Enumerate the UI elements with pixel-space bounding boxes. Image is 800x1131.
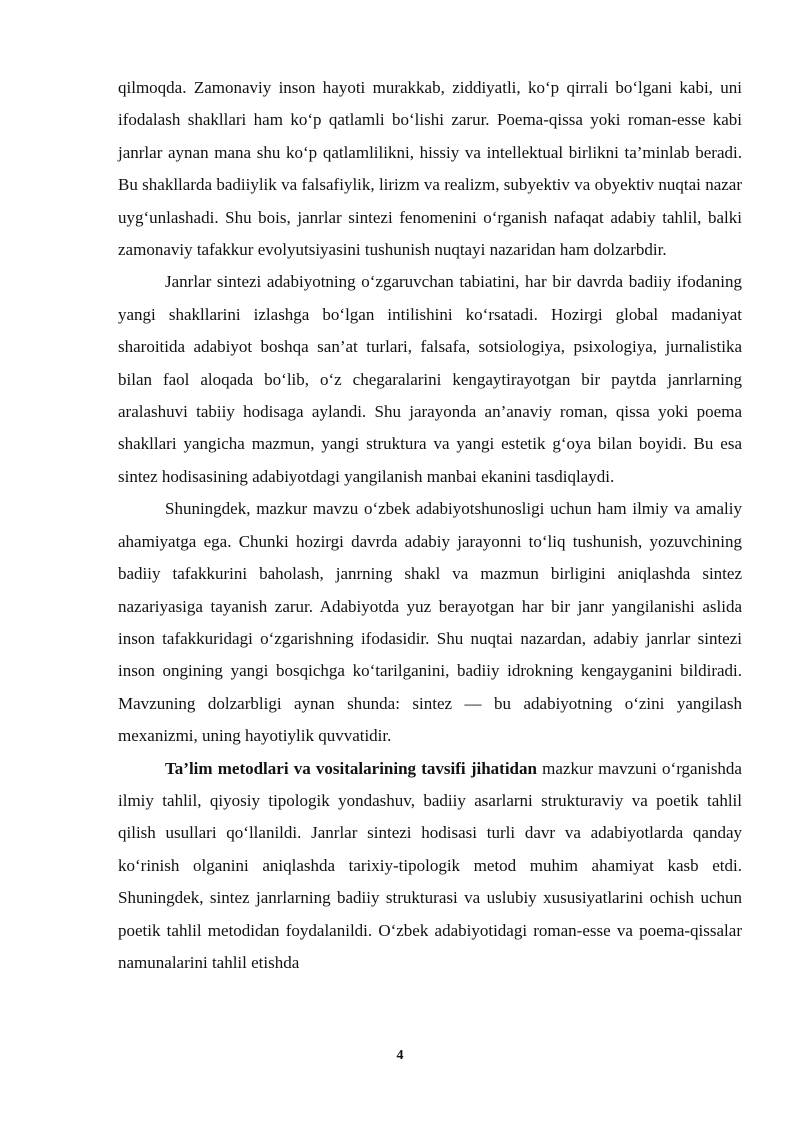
paragraph-genre-synthesis: Janrlar sintezi adabiyotning o‘zgaruvchan tabiatini, har bir davrda badiiy ifodaning yangi shakllarini izlashga bo‘lgan intilishini ko‘rsatadi. Hozirgi global madaniyat sharoitida adabiyot boshqa san’at turlari, falsafa, sotsiologiya, psixologiya, jurnalistika bilan faol aloqada bo‘lib, o‘z chegaralarini kengaytirayotgan bir paytda janrlarning aralashuvi tabiiy hodisaga aylandi. Shu jarayonda an’anaviy roman, qissa yoki poema shakllari yangicha mazmun, yangi struktura va yangi estetik g‘oya bilan boyidi. Bu esa sintez hodisasining adabiyotdagi yangilanish manbai ekanini tasdiqlaydi.	[118, 272, 742, 486]
document-body	[118, 72, 742, 979]
page-number: 4	[396, 1048, 404, 1063]
paragraph-teaching-methods	[118, 753, 742, 980]
bold-lead-phrase: Ta’lim metodlari va vositalarining tavsifi jihatidan	[165, 758, 537, 778]
paragraph-scientific-significance: Shuningdek, mazkur mavzu o‘zbek adabiyotshunosligi uchun ham ilmiy va amaliy ahamiyatga ega. Chunki hozirgi davrda adabiy jarayonni to‘liq tushunish, yozuvchining badiiy tafakkurini baholash, janrning shakl va mazmun birligini aniqlashda sintez nazariyasiga tayanish zarur. Adabiyotda yuz berayotgan har bir janr yangilanishi aslida inson tafakkuridagi o‘zgarishning ifodasidir. Shu nuqtai nazardan, adabiy janrlar sintezi inson ongining yangi bosqichga ko‘tarilganini, badiiy idrokning kengayganini bildiradi. Mavzuning dolzarbligi aynan shunda: sintez — bu adabiyotning o‘zini yangilash mexanizmi, uning hayotiylik quvvatidir.	[118, 499, 742, 746]
paragraph-text: mazkur mavzuni o‘rganishda ilmiy tahlil, qiyosiy tipologik yondashuv, badiiy asarlarni strukturaviy va poetik tahlil qilish usullari qo‘llanildi. Janrlar sintezi hodisasi turli davr va adabiyotlarda qanday ko‘rinish olganini aniqlashda tarixiy-tipologik metod muhim ahamiyat kasb etdi. Shuningdek, sintez janrlarning badiiy strukturasi va uslubiy xususiyatlarini ochish uchun poetik tahlil metodidan foydalanildi. O‘zbek adabiyotidagi roman-esse va poema-qissalar namunalarini tahlil etishda	[118, 758, 742, 972]
paragraph-continuation: qilmoqda. Zamonaviy inson hayoti murakkab, ziddiyatli, ko‘p qirrali bo‘lgani kabi, uni ifodalash shakllari ham ko‘p qatlamli bo‘lishi zarur. Poema-qissa yoki roman-esse kabi janrlar aynan mana shu ko‘p qatlamlilikni, hissiy va intellektual birlikni ta’minlab beradi. Bu shakllarda badiiylik va falsafiylik, lirizm va realizm, subyektiv va obyektiv nuqtai nazar uyg‘unlashadi. Shu bois, janrlar sintezi fenomenini o‘rganish nafaqat adabiy tahlil, balki zamonaviy tafakkur evolyutsiyasini tushunish nuqtayi nazaridan ham dolzarbdir.	[118, 78, 742, 260]
